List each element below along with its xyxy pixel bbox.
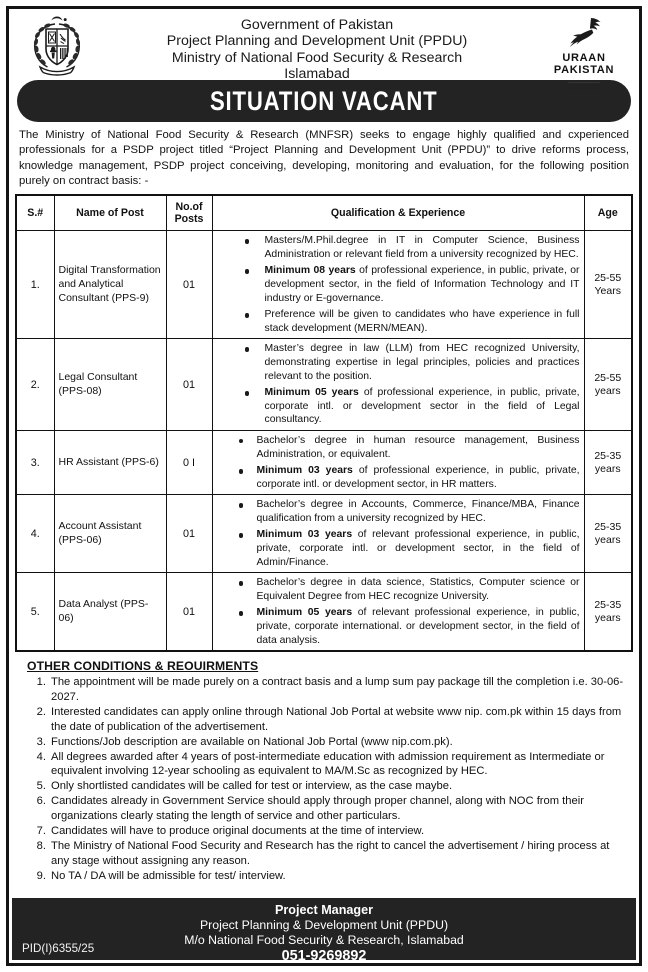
uraan-pakistan-bird-icon xyxy=(541,17,627,52)
condition-item: The Ministry of National Food Security and Research has the right to cancel the advertisement / hiring process at any stage without assigning any reason. xyxy=(51,840,610,867)
qualification-list xyxy=(217,576,580,647)
uraan-urdu-text: اڑان پاکستان xyxy=(568,82,600,91)
header-line-3: Ministry of National Food Security & Research xyxy=(171,49,463,66)
qualification-list xyxy=(217,342,580,427)
header-line-2: Project Planning and Development Unit (PPDU) xyxy=(166,33,468,50)
row-post-name: Legal Consultant (PPS-08) xyxy=(54,339,166,431)
row-post-name: Data Analyst (PPS-06) xyxy=(54,573,166,651)
condition-item: Interested candidates can apply online through National Job Portal at website www nip. com.pk within 15 days from the date of publication of the advertisement. xyxy=(51,705,622,733)
row-age: 25-35 years xyxy=(584,430,632,494)
situation-vacant-banner xyxy=(17,80,631,122)
row-serial: 3. xyxy=(16,430,54,494)
condition-item: All degrees awarded after 4 years of post-intermediate education with admission requirement as Intermediate or equivalent involving 12-year schooling as equivalent to MA/M.Sc as recognized by HEC. xyxy=(51,750,605,778)
header-titles xyxy=(93,15,541,83)
row-serial: 1. xyxy=(16,231,54,339)
qualification-bullet: Minimum 03 years of professional experience, in public, private, corporate intl. or development sector, in HR matters. xyxy=(217,464,580,491)
table-header-row xyxy=(16,195,632,231)
table-row xyxy=(16,573,632,651)
header-line-4: Islamabad xyxy=(284,66,350,83)
row-serial: 2. xyxy=(16,339,54,431)
footer-unit: Project Planning & Development Unit (PPDU) xyxy=(199,918,449,932)
qualification-bullet: Bachelor’s degree in Accounts, Commerce, Finance/MBA, Finance qualification from a university recognized by HEC. xyxy=(217,498,580,525)
qualification-bullet: Bachelor’s degree in human resource management, Business Administration, or equivalent. xyxy=(217,434,580,461)
qualification-bullet: Minimum 03 years of relevant professional experience, in public, private, corporate intl. or development sector, in the field of Admin/Finance. xyxy=(217,528,580,569)
footer-center xyxy=(22,903,626,965)
pakistan-state-emblem-icon xyxy=(21,15,93,77)
row-qualification xyxy=(212,339,584,431)
uraan-pakistan-logo xyxy=(541,15,627,94)
condition-item: Candidates already in Government Service should apply through proper channel, along with NOC from their organizations clearly stating the length of service and other particulars. xyxy=(51,795,584,823)
qualification-list xyxy=(217,498,580,569)
footer-phone[interactable]: 051-9269892 xyxy=(281,948,367,964)
row-posts-count: 0 I xyxy=(166,430,212,494)
header xyxy=(15,13,633,91)
qualification-bullet: Master’s degree in law (LLM) from HEC recognized University, demonstrating expertise in legal principles, policies and practices relevant to the position. xyxy=(217,342,580,383)
table-row xyxy=(16,430,632,494)
footer-ministry: M/o National Food Security & Research, Islamabad xyxy=(184,933,464,947)
condition-item: No TA / DA will be admissible for test/ interview. xyxy=(51,869,286,882)
th-name-of-post: Name of Post xyxy=(54,195,166,231)
table-row xyxy=(16,339,632,431)
advertisement-frame xyxy=(6,6,642,966)
qualification-list xyxy=(217,434,580,491)
vacancy-table xyxy=(15,194,633,652)
row-qualification xyxy=(212,430,584,494)
condition-item: Only shortlisted candidates will be called for test or interview, as the case maybe. xyxy=(51,780,453,793)
qualification-bullet: Minimum 08 years of professional experience, in public, private, or development sector, in the field of Information Technology and IT industry or E-governance. xyxy=(217,264,580,305)
conditions-list xyxy=(15,675,633,883)
table-body xyxy=(16,231,632,652)
footer-contact-block xyxy=(12,898,636,964)
qualification-bullet: Bachelor’s degree in data science, Statistics, Computer science or Equivalent Degree from HEC recognize University. xyxy=(217,576,580,603)
table-row xyxy=(16,495,632,573)
row-age: 25-55 Years xyxy=(584,231,632,339)
row-age: 25-35 years xyxy=(584,573,632,651)
conditions-title: OTHER CONDITIONS & REOUIRMENTS xyxy=(27,659,259,674)
th-serial: S.# xyxy=(16,195,54,231)
th-qualification-experience: Qualification & Experience xyxy=(212,195,584,231)
row-serial: 4. xyxy=(16,495,54,573)
banner-title: SITUATION VACANT xyxy=(210,85,438,116)
qualification-bullet: Minimum 05 years of relevant professional experience, in public, private, corporate international. or development sector, in the field of data analysis. xyxy=(217,606,580,647)
uraan-line-2: PAKISTAN xyxy=(553,63,615,76)
qualification-bullet: Masters/M.Phil.degree in IT in Computer Science, Business Administration or relevant field from a university recognized by HEC. xyxy=(217,234,580,261)
row-serial: 5. xyxy=(16,573,54,651)
intro-paragraph: The Ministry of National Food Security & Research (MNFSR) seeks to engage highly qualified and cxperienced professionals for a PSDP project titled “Project Planning and Development Unit (PPDU)” to drive reforms process, knowledge management, PSDP project conceiving, developing, monitoring and evaluation, for the following position purely on contract basis: - xyxy=(19,129,629,187)
header-line-1: Government of Pakistan xyxy=(240,17,394,33)
qualification-bullet: Minimum 05 years of professional experience, in public, private, corporate intl. or development sector in the field of Legal consultancy. xyxy=(217,386,580,427)
pid-number: PID(I)6355/25 xyxy=(22,942,95,955)
th-no-of-posts: No.of Posts xyxy=(166,195,212,231)
qualification-bullet: Preference will be given to candidates who have experience in full stack development (MERN/MEAN). xyxy=(217,308,580,335)
condition-item: Candidates will have to produce original documents at the time of interview. xyxy=(51,825,425,838)
condition-item: Functions/Job description are available on National Job Portal (www nip.com.pk). xyxy=(51,735,453,748)
uraan-line-1: URAAN xyxy=(562,52,606,64)
condition-item: The appointment will be made purely on a contract basis and a lump sum pay package till the completion i.e. 30-06-2027. xyxy=(51,676,624,703)
footer-project-manager: Project Manager xyxy=(275,903,373,917)
row-posts-count: 01 xyxy=(166,573,212,651)
row-posts-count: 01 xyxy=(166,231,212,339)
table-header xyxy=(16,195,632,231)
row-posts-count: 01 xyxy=(166,339,212,431)
row-qualification xyxy=(212,231,584,339)
row-qualification xyxy=(212,495,584,573)
row-post-name: HR Assistant (PPS-6) xyxy=(54,430,166,494)
row-age: 25-55 years xyxy=(584,339,632,431)
qualification-list xyxy=(217,234,580,335)
row-age: 25-35 years xyxy=(584,495,632,573)
row-posts-count: 01 xyxy=(166,495,212,573)
row-post-name: Account Assistant (PPS-06) xyxy=(54,495,166,573)
row-post-name: Digital Transformation and Analytical Consultant (PPS-9) xyxy=(54,231,166,339)
table-row xyxy=(16,231,632,339)
th-age: Age xyxy=(584,195,632,231)
row-qualification xyxy=(212,573,584,651)
